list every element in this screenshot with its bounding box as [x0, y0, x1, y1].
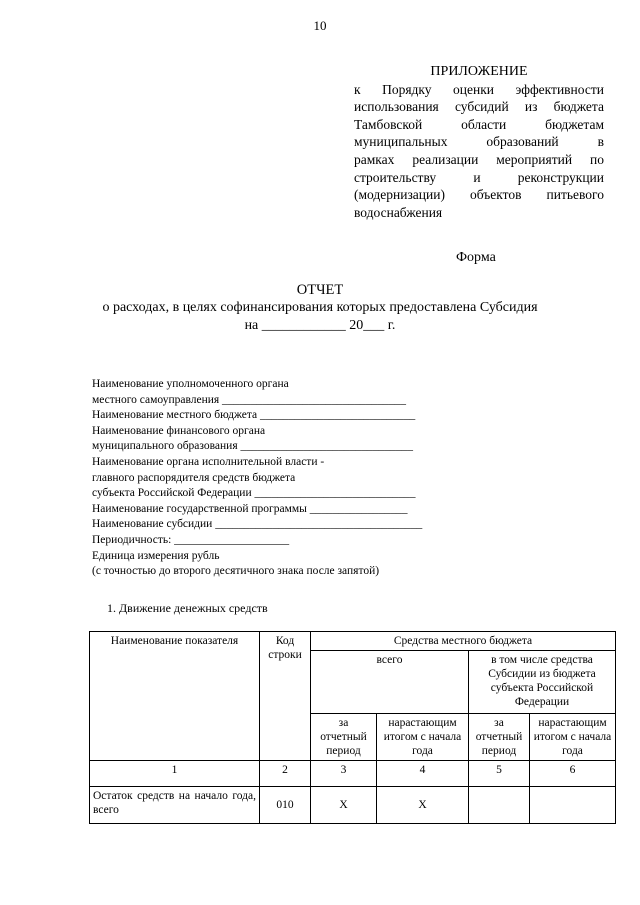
field-line: Периодичность: ____________________: [92, 533, 290, 546]
column-number: 5: [469, 761, 530, 787]
column-number-row: [90, 761, 616, 787]
appendix-line: муниципальных образований в: [354, 134, 604, 150]
header-indicator: Наименование показателя: [90, 632, 260, 761]
field-line: субъекта Российской Федерации ____________________________: [92, 487, 416, 500]
field-line: Наименование местного бюджета ___________________________: [92, 409, 416, 422]
column-number: 3: [311, 761, 377, 787]
appendix-line: Тамбовской области бюджетам: [354, 116, 604, 132]
appendix-line: к Порядку оценки эффективности: [354, 81, 604, 97]
appendix-line: строительству и реконструкции: [354, 169, 604, 185]
field-line: Наименование государственной программы _________________: [92, 502, 408, 515]
report-title: ОТЧЕТ: [296, 282, 344, 298]
header-period: за отчетный период: [311, 714, 377, 761]
appendix-title: ПРИЛОЖЕНИЕ: [430, 64, 528, 79]
header-including-subsidy: в том числе средства Субсидии из бюджета субъекта Российской Федерации: [469, 651, 616, 714]
field-line: Единица измерения рубль: [92, 549, 220, 562]
appendix-line: рамках реализации мероприятий по: [354, 151, 604, 167]
report-fields: [92, 377, 422, 580]
table-row: [90, 787, 616, 824]
header-cumulative: нарастающим итогом с начала года: [377, 714, 469, 761]
appendix-line: (модернизации) объектов питьевого: [354, 187, 604, 203]
appendix-line: использования субсидий из бюджета: [354, 99, 604, 115]
row-cell: Х: [311, 787, 377, 824]
field-line: главного распорядителя средств бюджета: [92, 471, 296, 484]
row-cell: [530, 787, 616, 824]
header-code: Код строки: [260, 632, 311, 761]
column-number: 1: [90, 761, 260, 787]
row-cell: Х: [377, 787, 469, 824]
appendix-line: водоснабжения: [354, 204, 443, 220]
cash-flow-table: [89, 631, 616, 824]
header-local-budget: Средства местного бюджета: [311, 632, 616, 651]
form-label: Форма: [456, 250, 496, 265]
appendix-block: [354, 63, 604, 221]
field-line: Наименование финансового органа: [92, 424, 266, 437]
field-line: Наименование уполномоченного органа: [92, 378, 289, 390]
column-number: 6: [530, 761, 616, 787]
field-line: Наименование органа исполнительной власти -: [92, 455, 325, 468]
column-number: 4: [377, 761, 469, 787]
row-name: Остаток средств на начало года, всего: [90, 787, 260, 824]
header-cumulative: нарастающим итогом с начала года: [530, 714, 616, 761]
report-subtitle: о расходах, в целях софинансирования которых предоставлена Субсидия: [102, 300, 538, 315]
field-line: Наименование субсидии ____________________________________: [92, 518, 423, 531]
row-code: 010: [260, 787, 311, 824]
column-number: 2: [260, 761, 311, 787]
field-line: (с точностью до второго десятичного знака после запятой): [92, 565, 380, 578]
field-line: муниципального образования ______________________________: [92, 440, 413, 453]
table-header-row: [90, 632, 616, 651]
field-line: местного самоуправления ________________________________: [92, 393, 407, 406]
header-period: за отчетный период: [469, 714, 530, 761]
page-number: 10: [313, 18, 327, 33]
report-date-line: на ____________ 20___ г.: [244, 318, 396, 333]
section-title: 1. Движение денежных средств: [107, 601, 268, 615]
row-cell: [469, 787, 530, 824]
header-total: всего: [311, 651, 469, 714]
